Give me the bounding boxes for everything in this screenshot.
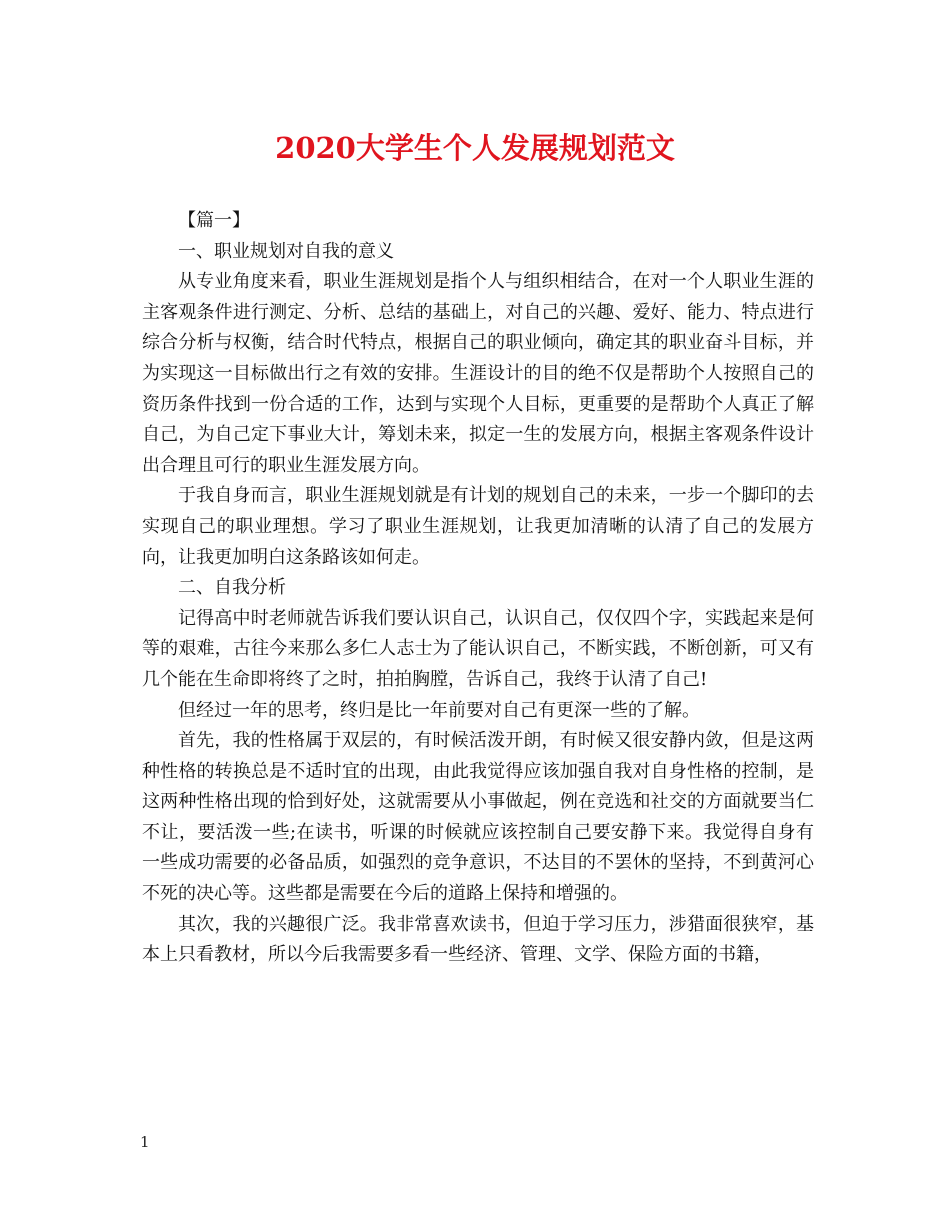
section-heading-part-one: 【篇一】 bbox=[178, 210, 250, 231]
body-paragraph: 但经过一年的思考，终归是比一年前要对自己有更深一些的了解。 bbox=[178, 699, 700, 721]
body-paragraph: 其次，我的兴趣很广泛。我非常喜欢读书，但迫于学习压力，涉猎面很狭窄，基本上只看教材，所以今后我需要多看一些经济、管理、文学、保险方面的书籍， bbox=[142, 913, 814, 966]
body-paragraph: 从专业角度来看，职业生涯规划是指个人与组织相结合，在对一个人职业生涯的主客观条件进行测定、分析、总结的基础上，对自己的兴趣、爱好、能力、特点进行综合分析与权衡，结合时代特点，根据自己的职业倾向，确定其的职业奋斗目标，并为实现这一目标做出行之有效的安排。生涯设计的目的绝不仅是帮助个人按照自己的资历条件找到一份合适的工作，达到与实现个人目标，更重要的是帮助个人真正了解自己，为自己定下事业大计，筹划未来，拟定一生的发展方向，根据主客观条件设计出合理且可行的职业生涯发展方向。 bbox=[142, 271, 814, 476]
body-paragraph: 首先，我的性格属于双层的，有时候活泼开朗，有时候又很安静内敛，但是这两种性格的转换总是不适时宜的出现，由此我觉得应该加强自我对自身性格的控制，是这两种性格出现的恰到好处，这就需要从小事做起，例在竞选和社交的方面就要当仁不让，要活泼一些;在读书，听课的时候就应该控制自己要安静下来。我觉得自身有一些成功需要的必备品质，如强烈的竞争意识，不达目的不罢休的坚持，不到黄河心不死的决心等。这些都是需要在今后的道路上保持和增强的。 bbox=[142, 730, 814, 905]
document-title: 2020大学生个人发展规划范文 bbox=[275, 131, 675, 165]
page-number: 1 bbox=[140, 1133, 150, 1151]
body-paragraph: 于我自身而言，职业生涯规划就是有计划的规划自己的未来，一步一个脚印的去实现自己的职业理想。学习了职业生涯规划，让我更加清晰的认清了自己的发展方向，让我更加明白这条路该如何走。 bbox=[142, 485, 814, 568]
body-paragraph: 记得高中时老师就告诉我们要认识自己，认识自己，仅仅四个字，实践起来是何等的艰难，古往今来那么多仁人志士为了能认识自己，不断实践，不断创新，可又有几个能在生命即将终了之时，拍拍胸膛，告诉自己，我终于认清了自己! bbox=[142, 607, 814, 690]
section-heading-career-meaning: 一、职业规划对自我的意义 bbox=[178, 240, 394, 262]
section-heading-self-analysis: 二、自我分析 bbox=[178, 577, 286, 599]
document-body bbox=[142, 206, 814, 971]
